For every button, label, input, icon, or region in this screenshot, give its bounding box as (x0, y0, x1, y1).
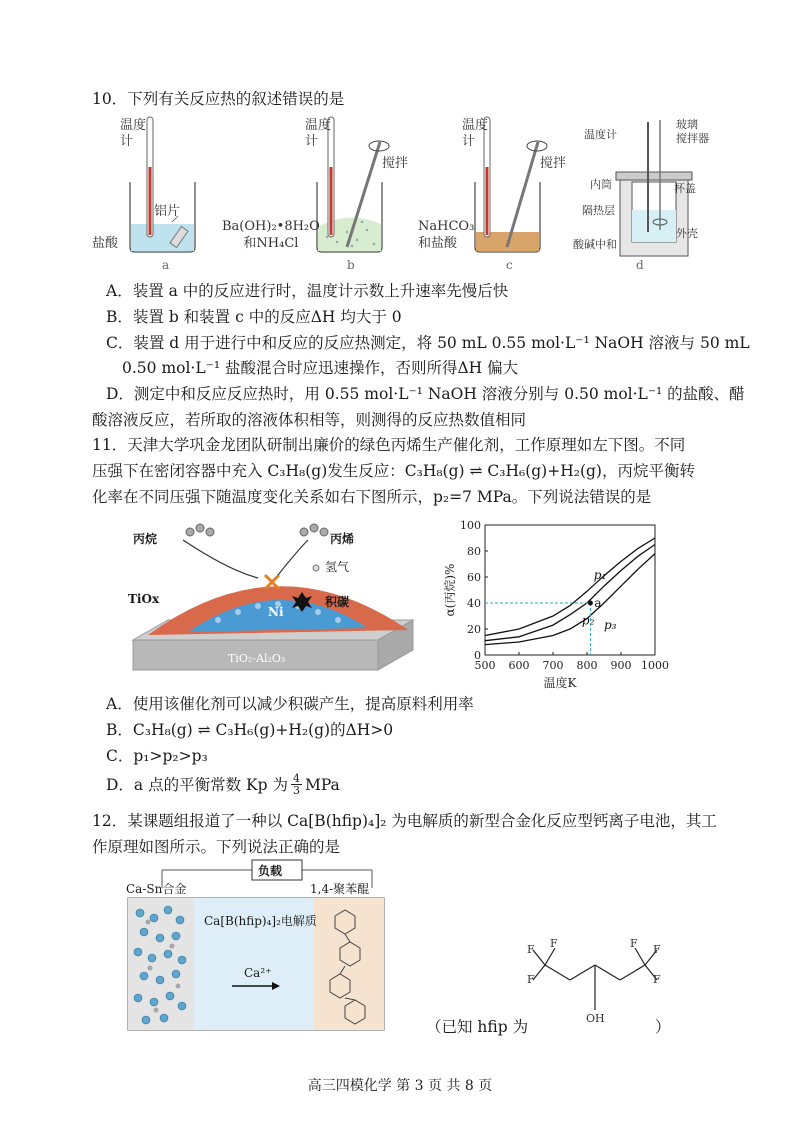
q11-option-d-prefix: D．a 点的平衡常数 Kp 为 (106, 775, 288, 794)
series-line-p2 (485, 545, 655, 641)
page-footer: 高三四模化学 第 3 页 共 8 页 (307, 1078, 493, 1094)
q10-option-d-line1: D．测定中和反应反应热时，用 0.55 mol·L⁻¹ NaOH 溶液分别与 0.50 mol·L⁻¹ 的盐酸、醋 (106, 385, 745, 403)
hfip-f-5: F (653, 943, 661, 956)
point-a-marker (588, 601, 593, 606)
y-axis-label: α(丙烷)% (443, 563, 457, 617)
hfip-f-3: F (550, 937, 558, 950)
fig-d-glass-stirrer: 玻璃 搅拌器 (676, 118, 709, 145)
q10-option-d-line2: 酸溶液反应，若所取的溶液体积相等，则测得的反应热数值相同 (92, 411, 527, 429)
x-tick-label: 700 (542, 659, 564, 672)
conversion-chart (430, 515, 680, 690)
h2-icon (313, 565, 319, 571)
fig-d-caption: d (636, 258, 644, 272)
q11-option-a: A．使用该催化剂可以减少积碳产生，提高原料利用率 (106, 695, 474, 713)
label-ca-ion: Ca²⁺ (244, 966, 272, 980)
q11-option-d (106, 773, 340, 796)
hfip-f-4: F (630, 937, 638, 950)
hfip-oh: OH (586, 1012, 605, 1025)
q10-stem: 10．下列有关反应热的叙述错误的是 (92, 90, 345, 108)
x-tick-label: 600 (508, 659, 530, 672)
fig-c-reagent: NaHCO₃ 和盐酸 (418, 219, 475, 251)
fig-d-neutralization: 酸碱中和 (573, 238, 617, 251)
chart-svg (430, 515, 680, 690)
q11-stem-line3: 化率在不同压强下随温度变化关系如右下图所示，p₂=7 MPa。下列说法错误的是 (92, 488, 652, 506)
fig-b-caption: b (347, 258, 355, 272)
plot-frame (485, 525, 655, 655)
label-cathode: 1,4-聚苯醌 (310, 882, 370, 896)
q11-option-c: C．p₁>p₂>p₃ (106, 747, 208, 765)
q12-stem-line1: 12．某课题组报道了一种以 Ca[B(hfip)₄]₂ 为电解质的新型合金化反应型钙离子电池，其工 (92, 812, 717, 830)
q12-stem-line2: 作原理如图所示。下列说法正确的是 (92, 838, 341, 856)
fig-b-reagent: Ba(OH)₂•8H₂O 和NH₄Cl (222, 219, 320, 251)
hfip-f-2: F (527, 973, 535, 986)
x-tick-label: 500 (474, 659, 496, 672)
fig-b-stir: 搅拌 (382, 156, 409, 171)
fig-c-stir: 搅拌 (540, 156, 567, 171)
y-tick-label: 0 (474, 649, 481, 662)
q10-figure (92, 112, 732, 277)
series-label-p2: p₂ (581, 613, 595, 628)
y-tick-label: 40 (467, 597, 481, 610)
x-axis-label: 温度K (543, 676, 577, 690)
x-tick-label: 900 (610, 659, 632, 672)
hfip-f-1: F (527, 943, 535, 956)
propane-molecule (186, 524, 214, 536)
x-tick-label: 1000 (641, 659, 669, 672)
fig-a-acid: 盐酸 (92, 236, 119, 251)
fig-d-therm: 温度计 (584, 128, 617, 141)
point-a-label: a (594, 596, 602, 610)
fraction-numerator: 4 (292, 772, 300, 785)
q10-option-c-line1: C．装置 d 用于进行中和反应的反应热测定，将 50 mL 0.55 mol·L⁻¹ NaOH 溶液与 50 mL (106, 334, 750, 352)
label-electrolyte: Ca[B(hfip)₄]₂电解质 (204, 914, 317, 928)
label-propane: 丙烷 (133, 532, 158, 546)
arrow-icon (183, 540, 308, 578)
fig-d-shell: 外壳 (676, 227, 698, 240)
fig-d-inner: 内筒 (590, 178, 612, 191)
label-load: 负载 (258, 864, 283, 878)
y-tick-label: 100 (460, 519, 481, 532)
label-ni: Ni (268, 605, 284, 619)
y-tick-label: 80 (467, 545, 481, 558)
q10-option-b: B．装置 b 和装置 c 中的反应ΔH 均大于 0 (106, 308, 402, 326)
q11-option-b: B．C₃H₈(g) ⇌ C₃H₆(g)+H₂(g)的ΔH>0 (106, 721, 394, 739)
label-h2: 氢气 (325, 560, 350, 574)
fig-c-caption: c (506, 258, 513, 272)
hfip-note-suffix: ） (655, 1018, 671, 1036)
series-line-p1 (485, 538, 655, 636)
hfip-note-prefix: （已知 hfip 为 (426, 1018, 529, 1036)
fraction (291, 773, 302, 796)
fig-b-therm-label: 温度 计 (305, 118, 332, 149)
series-label-p1: p₁ (593, 568, 607, 583)
series-label-p3: p₃ (604, 618, 617, 632)
fig-a-therm-label: 温度 计 (120, 118, 147, 149)
x-tick-label: 800 (576, 659, 598, 672)
q11-stem-line1: 11．天津大学巩金龙团队研制出廉价的绿色丙烯生产催化剂，工作原理如左下图。不同 (92, 436, 686, 454)
fig-a-caption: a (162, 258, 170, 272)
y-tick-label: 20 (467, 623, 481, 636)
fig-d-lid: 杯盖 (674, 182, 696, 195)
q11-option-d-unit: MPa (304, 775, 340, 794)
q10-option-a: A．装置 a 中的反应进行时，温度计示数上升速率先慢后快 (106, 282, 509, 300)
label-coke: 积碳 (325, 595, 350, 609)
q10-option-c-line2: 0.50 mol·L⁻¹ 盐酸混合时应迅速操作，否则所得ΔH 偏大 (122, 359, 519, 377)
fig-c-therm-label: 温度 计 (462, 118, 489, 149)
hfip-f-6: F (653, 973, 661, 986)
y-tick-label: 60 (467, 571, 481, 584)
fig-d-insulation: 隔热层 (582, 204, 615, 217)
fraction-denominator: 3 (292, 784, 300, 797)
label-propylene: 丙烯 (330, 532, 355, 546)
q11-stem-line2: 压强下在密闭容器中充入 C₃H₈(g)发生反应：C₃H₈(g) ⇌ C₃H₆(g)+H₂(g)，丙烷平衡转 (92, 462, 695, 480)
label-support: TiO₂-Al₂O₃ (228, 652, 286, 665)
label-anode: Ca-Sn合金 (126, 882, 187, 896)
label-tiox: TiOx (128, 592, 160, 606)
fig-a-foil: 铝片 (154, 204, 181, 219)
propylene-molecule (300, 524, 328, 536)
